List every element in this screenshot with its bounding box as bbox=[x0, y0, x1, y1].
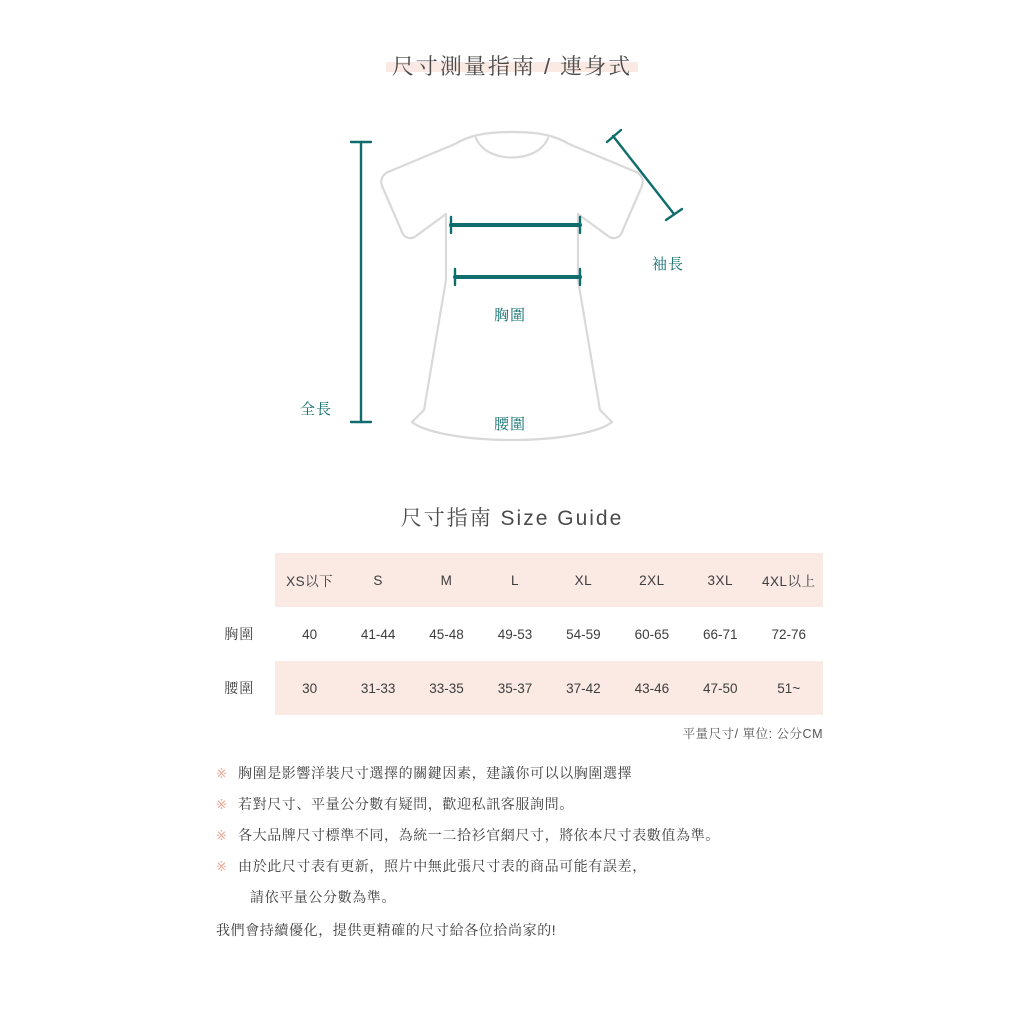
note-text-continued: 請依平量公分數為準。 bbox=[250, 889, 396, 905]
table-header-2xl: 2XL bbox=[618, 553, 686, 607]
garment-diagram bbox=[0, 110, 1024, 470]
table-header-xs: XS以下 bbox=[275, 553, 343, 607]
note-item bbox=[216, 789, 856, 820]
bust-m: 45-48 bbox=[412, 607, 480, 661]
table-header-s: S bbox=[344, 553, 412, 607]
label-bust: 胸圍 bbox=[494, 307, 527, 324]
note-text: 我們會持續優化，提供更精確的尺寸給各位拾尚家的! bbox=[216, 922, 557, 938]
waist-2xl: 43-46 bbox=[618, 661, 686, 715]
table-header-4xl: 4XL以上 bbox=[755, 553, 823, 607]
bust-4xl: 72-76 bbox=[755, 607, 823, 661]
size-guide-heading: 尺寸指南 Size Guide bbox=[400, 507, 624, 530]
note-item bbox=[216, 758, 856, 789]
page-title: 尺寸測量指南 / 連身式 bbox=[391, 54, 633, 79]
note-item bbox=[216, 820, 856, 851]
table-row bbox=[203, 607, 823, 661]
label-full-length: 全長 bbox=[300, 401, 333, 418]
waist-3xl: 47-50 bbox=[686, 661, 754, 715]
table-header-m: M bbox=[412, 553, 480, 607]
table-header-xl: XL bbox=[549, 553, 617, 607]
note-text: 胸圍是影響洋裝尺寸選擇的關鍵因素，建議你可以以胸圍選擇 bbox=[238, 765, 633, 781]
note-mark-icon: ※ bbox=[216, 859, 228, 874]
table-footnote: 平量尺寸/ 單位: 公分CM bbox=[682, 727, 823, 741]
note-text: 由於此尺寸表有更新，照片中無此張尺寸表的商品可能有誤差， bbox=[238, 858, 647, 874]
bust-xs: 40 bbox=[275, 607, 343, 661]
bust-s: 41-44 bbox=[344, 607, 412, 661]
note-mark-icon: ※ bbox=[216, 828, 228, 843]
bust-2xl: 60-65 bbox=[618, 607, 686, 661]
note-mark-icon: ※ bbox=[216, 766, 228, 781]
size-table bbox=[203, 553, 823, 715]
note-item bbox=[216, 915, 856, 946]
label-waist: 腰圍 bbox=[494, 416, 527, 433]
label-sleeve-length: 袖長 bbox=[652, 256, 685, 273]
table-header-3xl: 3XL bbox=[686, 553, 754, 607]
waist-l: 35-37 bbox=[481, 661, 549, 715]
notes-list bbox=[216, 758, 856, 946]
bust-3xl: 66-71 bbox=[686, 607, 754, 661]
table-row bbox=[203, 661, 823, 715]
table-header-l: L bbox=[481, 553, 549, 607]
table-header-row bbox=[203, 553, 823, 607]
bust-xl: 54-59 bbox=[549, 607, 617, 661]
note-mark-icon: ※ bbox=[216, 797, 228, 812]
table-header-corner bbox=[203, 553, 275, 607]
waist-4xl: 51~ bbox=[755, 661, 823, 715]
row-label-waist: 腰圍 bbox=[203, 661, 275, 715]
waist-xl: 37-42 bbox=[549, 661, 617, 715]
page-title-wrap bbox=[0, 48, 1024, 89]
bust-l: 49-53 bbox=[481, 607, 549, 661]
waist-xs: 30 bbox=[275, 661, 343, 715]
waist-m: 33-35 bbox=[412, 661, 480, 715]
waist-s: 31-33 bbox=[344, 661, 412, 715]
note-item bbox=[216, 851, 856, 913]
note-text: 各大品牌尺寸標準不同，為統一二拾衫官網尺寸，將依本尺寸表數值為準。 bbox=[238, 827, 720, 843]
row-label-bust: 胸圍 bbox=[203, 607, 275, 661]
note-text: 若對尺寸、平量公分數有疑問，歡迎私訊客服詢問。 bbox=[238, 796, 574, 812]
